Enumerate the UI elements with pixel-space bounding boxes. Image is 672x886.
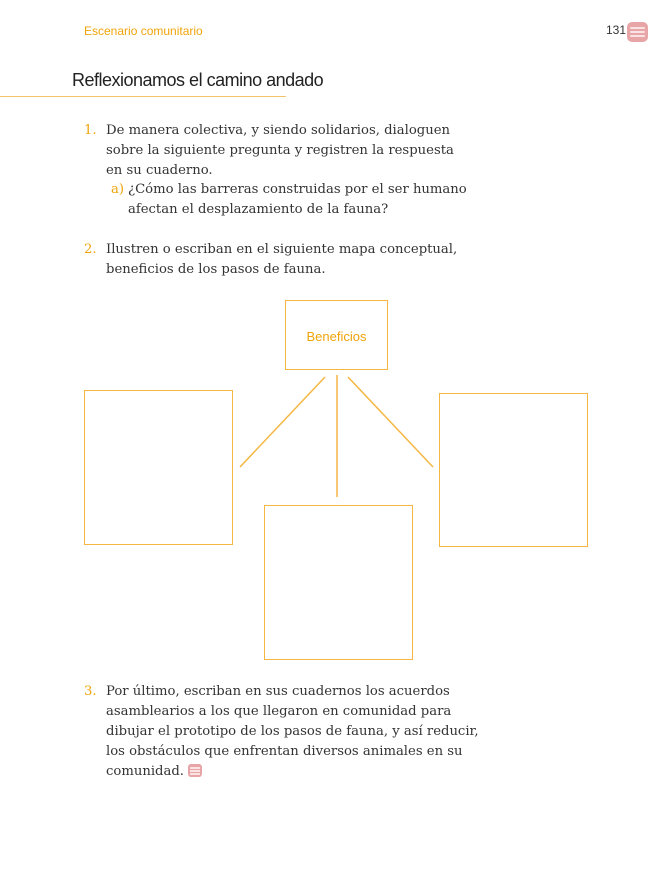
subitem-text-line: afectan el desplazamiento de la fauna? xyxy=(128,202,389,217)
section-header: Escenario comunitario xyxy=(84,24,203,38)
item-text-line: Por último, escriban en sus cuadernos los acuerdos xyxy=(106,684,450,699)
item-text-fragment: comunidad. xyxy=(106,764,184,779)
concept-map-center-label: Beneficios xyxy=(306,329,367,344)
page-title: Reflexionamos el camino andado xyxy=(72,70,324,90)
subitem-letter: a) xyxy=(111,182,125,197)
item-number: 2. xyxy=(84,242,97,257)
concept-map-box-right[interactable] xyxy=(439,393,588,547)
connector-right xyxy=(348,377,433,467)
subitem-text-line: ¿Cómo las barreras construidas por el ser humano xyxy=(128,182,467,197)
concept-map-center-box xyxy=(285,300,388,370)
activity-item-3 xyxy=(84,682,479,782)
item-text-line-last xyxy=(106,762,479,782)
item-text-line: Ilustren o escriban en el siguiente mapa conceptual, xyxy=(106,242,458,257)
item-number: 1. xyxy=(84,123,97,138)
item-text-line: De manera colectiva, y siendo solidarios, dialoguen xyxy=(106,123,451,138)
concept-map-box-left[interactable] xyxy=(84,390,233,545)
item-text-line: asamblearios a los que llegaron en comunidad para xyxy=(106,704,452,719)
item-text-line: dibujar el prototipo de los pasos de fauna, y así reducir, xyxy=(106,724,479,739)
item-text-line: los obstáculos que enfrentan diversos animales en su xyxy=(106,744,463,759)
concept-map-box-bottom[interactable] xyxy=(264,505,413,660)
book-end-icon xyxy=(188,764,202,777)
item-text-line: en su cuaderno. xyxy=(106,163,213,178)
item-number: 3. xyxy=(84,684,97,699)
item-text-line: sobre la siguiente pregunta y registren la respuesta xyxy=(106,143,454,158)
item-text-line: beneficios de los pasos de fauna. xyxy=(106,262,326,277)
page-number: 131 xyxy=(606,23,627,37)
connector-left xyxy=(240,377,325,467)
